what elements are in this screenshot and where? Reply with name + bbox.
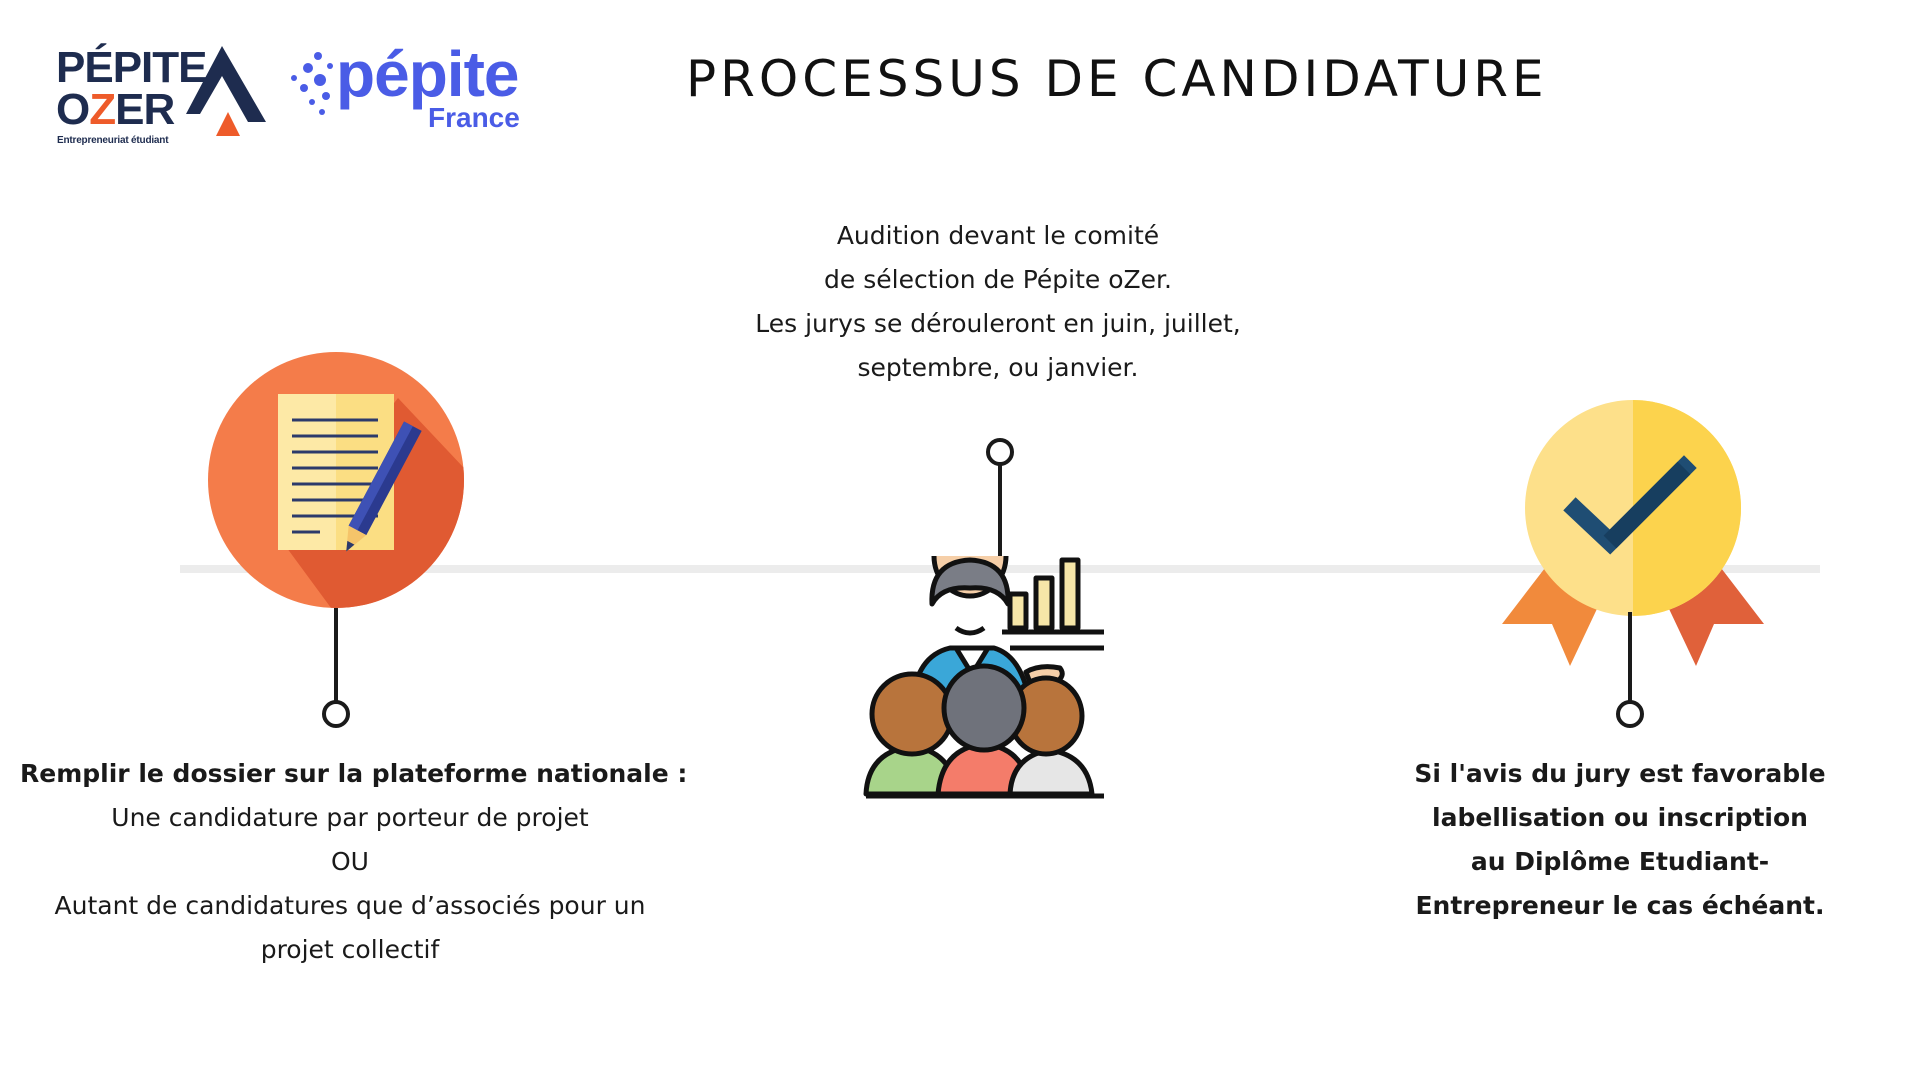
- step1-line: Une candidature par porteur de projet: [111, 803, 589, 832]
- pepite-ozer-logo: [56, 42, 266, 146]
- step3-line: au Diplôme Etudiant-: [1470, 847, 1770, 876]
- step2-description: [698, 214, 1298, 390]
- document-pen-icon: [204, 348, 468, 612]
- step2-connector: [982, 436, 1018, 572]
- step3-line: Entrepreneur le cas échéant.: [1415, 891, 1825, 920]
- ozer-logo-line2: OZER: [56, 85, 175, 134]
- step3-connector: [1612, 612, 1648, 730]
- step3-line: labellisation ou inscription: [1432, 803, 1808, 832]
- step1-description: [20, 752, 688, 972]
- pepite-dots-icon: [286, 48, 336, 118]
- step1-line: Autant de candidatures que d’associés pour un: [54, 891, 646, 920]
- step2-line: Les jurys se dérouleront en juin, juillet,: [755, 309, 1241, 338]
- step3-description: [1400, 752, 1840, 928]
- pepite-logo-sub: France: [428, 102, 520, 133]
- page-title: PROCESSUS DE CANDIDATURE: [686, 50, 1548, 108]
- ozer-logo-line1: PÉPITE: [56, 43, 207, 92]
- step2-line: Audition devant le comité: [836, 221, 1160, 250]
- step1-line: projet collectif: [260, 935, 440, 964]
- step2-line: septembre, ou janvier.: [857, 353, 1139, 382]
- ozer-logo-tagline: Entrepreneuriat étudiant: [57, 135, 169, 146]
- step2-line: de sélection de Pépite oZer.: [824, 265, 1172, 294]
- step1-line: OU: [331, 847, 369, 876]
- ozer-mountain-icon: [176, 42, 268, 138]
- pepite-logo-word: pépite: [336, 38, 519, 110]
- audition-committee-icon: [860, 556, 1110, 800]
- step1-connector: [318, 608, 354, 730]
- step3-line: Si l'avis du jury est favorable: [1414, 759, 1826, 788]
- step1-heading: Remplir le dossier sur la plateforme nationale :: [20, 759, 688, 788]
- pepite-france-logo: [286, 38, 546, 142]
